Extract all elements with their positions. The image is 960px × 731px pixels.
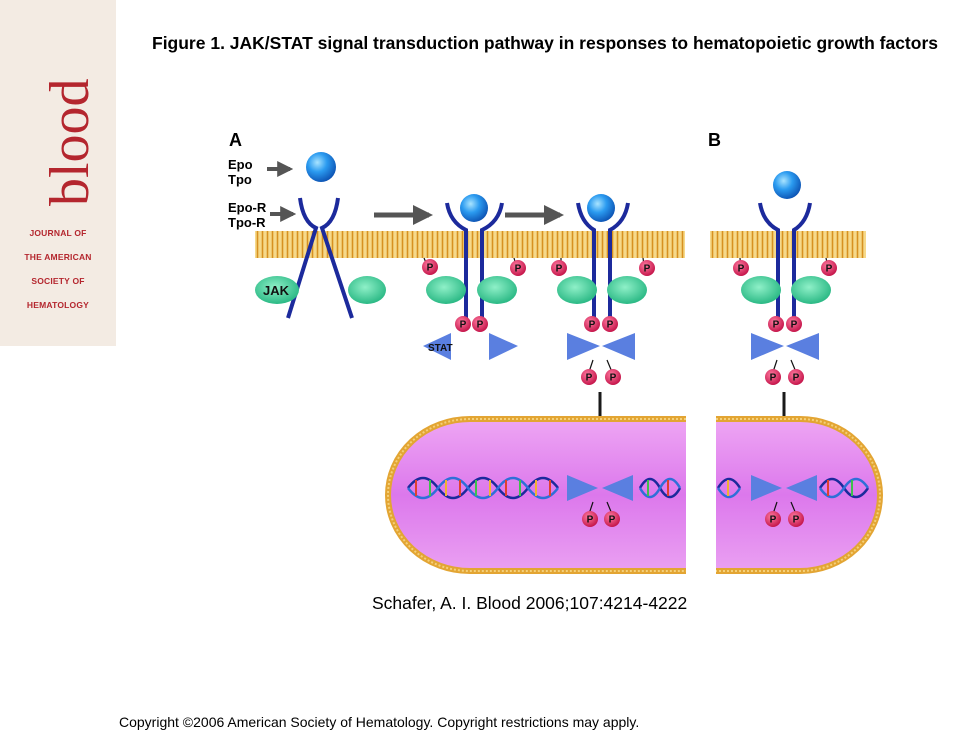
phosphate-label: P xyxy=(476,319,484,331)
phosphate-label: P xyxy=(514,263,522,275)
phosphate-label: P xyxy=(792,372,800,384)
phosphate-label: P xyxy=(737,263,745,275)
journal-line-2: THE AMERICAN xyxy=(24,252,92,262)
svg-text:blood: blood xyxy=(39,78,101,206)
jak-protein xyxy=(607,276,647,304)
phosphate-label: P xyxy=(426,262,434,274)
panel-label-b: B xyxy=(708,130,721,150)
stat-label: STAT xyxy=(428,343,453,354)
stat-protein xyxy=(489,333,518,360)
phosphate-label: P xyxy=(769,372,777,384)
phosphate-label: P xyxy=(792,514,800,526)
journal-line-3: SOCIETY OF xyxy=(31,276,85,286)
phosphate-label: P xyxy=(790,319,798,331)
ligand-epo xyxy=(306,152,336,182)
ligand-bound xyxy=(460,194,488,222)
phosphate-label: P xyxy=(609,372,617,384)
phosphate-label: P xyxy=(643,263,651,275)
phosphate-label: P xyxy=(586,514,594,526)
nucleus-b xyxy=(716,419,880,571)
jak-protein xyxy=(557,276,597,304)
phosphate-label: P xyxy=(606,319,614,331)
figure-title: Figure 1. JAK/STAT signal transduction pathway in responses to hematopoietic growth factors xyxy=(152,33,938,53)
panel-label-a: A xyxy=(229,130,242,150)
copyright-notice: Copyright ©2006 American Society of Hematology. Copyright restrictions may apply. xyxy=(119,714,640,730)
phosphate-label: P xyxy=(585,372,593,384)
phosphate-label: P xyxy=(769,514,777,526)
phosphate-label: P xyxy=(825,263,833,275)
ligand-bound xyxy=(587,194,615,222)
ligand-label-tpo: Tpo xyxy=(228,172,252,187)
receptor-label-epo-r: Epo-R xyxy=(228,200,267,215)
jak-protein xyxy=(348,276,386,304)
phosphate-label: P xyxy=(588,319,596,331)
cell-membrane-a xyxy=(255,231,685,258)
citation: Schafer, A. I. Blood 2006;107:4214-4222 xyxy=(372,593,688,613)
phosphate-label: P xyxy=(459,319,467,331)
journal-line-1: JOURNAL OF xyxy=(29,228,87,238)
jak-protein xyxy=(477,276,517,304)
ligand-unbound xyxy=(773,171,801,199)
receptor-dimer-active-b xyxy=(760,203,810,326)
jak-protein xyxy=(741,276,781,304)
phosphate-label: P xyxy=(555,263,563,275)
cell-membrane-b xyxy=(710,231,866,258)
stat-dimer xyxy=(751,333,819,360)
receptor-label-tpo-r: Tpo-R xyxy=(228,215,266,230)
jak-label: JAK xyxy=(263,283,290,298)
jak-protein xyxy=(426,276,466,304)
jak-protein xyxy=(791,276,831,304)
phosphate-label: P xyxy=(772,319,780,331)
journal-line-4: HEMATOLOGY xyxy=(26,300,90,310)
stat-dimer xyxy=(567,333,635,360)
ligand-label-epo: Epo xyxy=(228,157,253,172)
phosphate-label: P xyxy=(608,514,616,526)
